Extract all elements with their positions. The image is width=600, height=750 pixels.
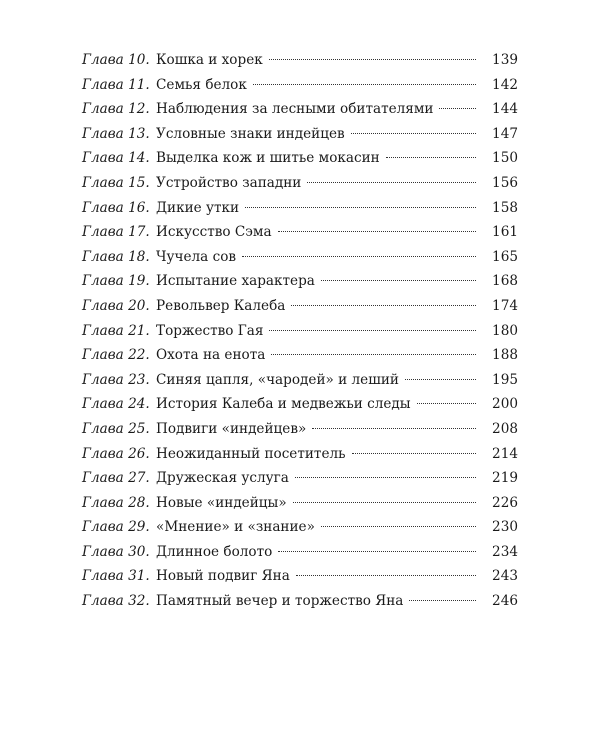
chapter-title: Испытание характера <box>156 273 315 290</box>
dot-leader <box>291 305 476 306</box>
page-number: 142 <box>492 76 518 93</box>
dot-leader <box>405 379 476 380</box>
chapter-title: Синяя цапля, «чародей» и леший <box>156 371 399 388</box>
chapter-title: Револьвер Калеба <box>156 297 286 314</box>
toc-entry <box>82 589 518 614</box>
dot-leader <box>253 84 476 85</box>
chapter-label: Глава 21. <box>82 322 150 339</box>
toc-entry <box>82 122 518 147</box>
page-number: 234 <box>492 543 518 560</box>
chapter-label: Глава 13. <box>82 125 150 142</box>
toc-entry <box>82 319 518 344</box>
chapter-title: Кошка и хорек <box>156 52 263 68</box>
dot-leader <box>296 575 476 576</box>
page-number: 144 <box>492 101 518 118</box>
page-number: 188 <box>492 347 518 364</box>
chapter-label: Глава 26. <box>82 445 150 462</box>
chapter-label: Глава 30. <box>82 543 150 560</box>
page-number: 230 <box>492 519 518 536</box>
chapter-label: Глава 27. <box>82 470 150 487</box>
toc-entry <box>82 564 518 589</box>
chapter-title: «Мнение» и «знание» <box>156 519 315 536</box>
toc-entry <box>82 417 518 442</box>
dot-leader <box>321 526 476 527</box>
chapter-title: Условные знаки индейцев <box>156 125 345 142</box>
chapter-title: Наблюдения за лесными обитателями <box>156 101 434 118</box>
page-number: 243 <box>492 568 518 585</box>
chapter-label: Глава 10. <box>82 52 150 68</box>
chapter-title: Новый подвиг Яна <box>156 568 290 585</box>
dot-leader <box>295 477 476 478</box>
chapter-title: Семья белок <box>156 76 247 93</box>
toc-entry <box>82 368 518 393</box>
chapter-title: Памятный вечер и торжество Яна <box>156 593 404 610</box>
dot-leader <box>278 551 476 552</box>
dot-leader <box>293 502 476 503</box>
table-of-contents <box>82 48 518 614</box>
page-number: 156 <box>492 174 518 191</box>
chapter-title: История Калеба и медвежьи следы <box>156 396 411 413</box>
page-number: 226 <box>492 494 518 511</box>
dot-leader <box>409 600 476 601</box>
chapter-label: Глава 29. <box>82 519 150 536</box>
chapter-title: Искусство Сэма <box>156 224 272 241</box>
chapter-title: Выделка кож и шитье мокасин <box>156 150 380 167</box>
toc-entry <box>82 48 518 73</box>
dot-leader <box>269 59 476 60</box>
page-number: 147 <box>492 125 518 142</box>
toc-entry <box>82 392 518 417</box>
chapter-label: Глава 11. <box>82 76 150 93</box>
dot-leader <box>271 354 476 355</box>
toc-entry <box>82 196 518 221</box>
page-number: 208 <box>492 420 518 437</box>
chapter-label: Глава 20. <box>82 297 150 314</box>
toc-entry <box>82 515 518 540</box>
chapter-label: Глава 24. <box>82 396 150 413</box>
page-number: 139 <box>492 52 518 68</box>
chapter-title: Длинное болото <box>156 543 273 560</box>
chapter-title: Новые «индейцы» <box>156 494 287 511</box>
toc-entry <box>82 442 518 467</box>
chapter-title: Неожиданный посетитель <box>156 445 346 462</box>
dot-leader <box>352 453 476 454</box>
toc-entry <box>82 466 518 491</box>
page-number: 200 <box>492 396 518 413</box>
chapter-label: Глава 32. <box>82 593 150 610</box>
chapter-label: Глава 16. <box>82 199 150 216</box>
dot-leader <box>307 182 476 183</box>
toc-entry <box>82 220 518 245</box>
chapter-label: Глава 28. <box>82 494 150 511</box>
chapter-title: Охота на енота <box>156 347 266 364</box>
page-number: 150 <box>492 150 518 167</box>
chapter-label: Глава 23. <box>82 371 150 388</box>
chapter-title: Устройство западни <box>156 174 302 191</box>
chapter-title: Дикие утки <box>156 199 240 216</box>
page-number: 161 <box>492 224 518 241</box>
toc-entry <box>82 343 518 368</box>
dot-leader <box>278 231 476 232</box>
page-number: 195 <box>492 371 518 388</box>
page-number: 168 <box>492 273 518 290</box>
chapter-label: Глава 14. <box>82 150 150 167</box>
toc-entry <box>82 97 518 122</box>
chapter-label: Глава 22. <box>82 347 150 364</box>
chapter-label: Глава 25. <box>82 420 150 437</box>
page-number: 214 <box>492 445 518 462</box>
dot-leader <box>242 256 476 257</box>
chapter-title: Торжество Гая <box>156 322 264 339</box>
dot-leader <box>312 428 476 429</box>
page-number: 246 <box>492 593 518 610</box>
chapter-title: Чучела сов <box>156 248 237 265</box>
chapter-label: Глава 15. <box>82 174 150 191</box>
toc-entry <box>82 491 518 516</box>
toc-entry <box>82 73 518 98</box>
toc-entry <box>82 146 518 171</box>
dot-leader <box>386 157 476 158</box>
chapter-label: Глава 18. <box>82 248 150 265</box>
dot-leader <box>417 403 476 404</box>
chapter-label: Глава 19. <box>82 273 150 290</box>
chapter-label: Глава 12. <box>82 101 150 118</box>
chapter-title: Дружеская услуга <box>156 470 289 487</box>
page-number: 165 <box>492 248 518 265</box>
dot-leader <box>321 280 476 281</box>
dot-leader <box>245 207 476 208</box>
toc-entry <box>82 245 518 270</box>
page-number: 219 <box>492 470 518 487</box>
page-number: 158 <box>492 199 518 216</box>
chapter-label: Глава 31. <box>82 568 150 585</box>
toc-entry <box>82 171 518 196</box>
chapter-title: Подвиги «индейцев» <box>156 420 307 437</box>
dot-leader <box>269 330 476 331</box>
chapter-label: Глава 17. <box>82 224 150 241</box>
toc-entry <box>82 294 518 319</box>
toc-entry <box>82 540 518 565</box>
dot-leader <box>351 133 476 134</box>
toc-entry <box>82 269 518 294</box>
page-number: 180 <box>492 322 518 339</box>
page-number: 174 <box>492 297 518 314</box>
dot-leader <box>439 108 476 109</box>
